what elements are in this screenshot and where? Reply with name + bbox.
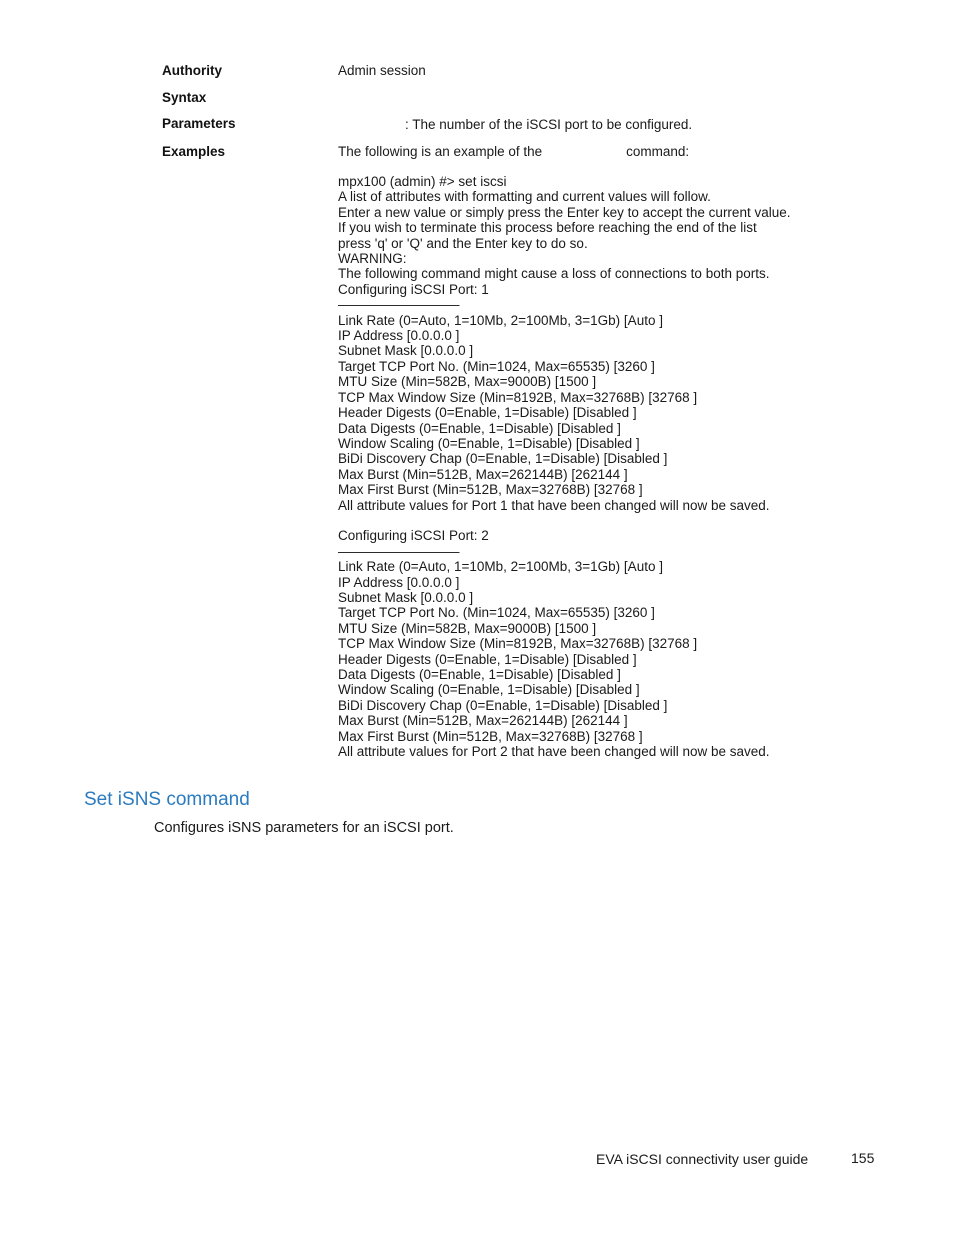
code-line: All attribute values for Port 2 that have been changed will now be saved. bbox=[338, 744, 770, 760]
code-example-block bbox=[338, 174, 790, 759]
parameters-label: Parameters bbox=[162, 116, 236, 131]
code-line: Max Burst (Min=512B, Max=262144B) [262144 ] bbox=[338, 466, 628, 482]
examples-text-before: The following is an example of the bbox=[338, 144, 543, 159]
code-line: IP Address [0.0.0.0 ] bbox=[338, 328, 460, 344]
section-description: Configures iSNS parameters for an iSCSI port. bbox=[154, 820, 454, 836]
syntax-label: Syntax bbox=[162, 90, 207, 105]
code-line: ————————— bbox=[338, 543, 460, 559]
code-line: A list of attributes with formatting and current values will follow. bbox=[338, 189, 711, 205]
authority-value: Admin session bbox=[338, 63, 426, 78]
code-line: WARNING: bbox=[338, 251, 407, 267]
code-line: ————————— bbox=[338, 297, 460, 313]
code-line: Configuring iSCSI Port: 2 bbox=[338, 528, 489, 544]
code-line: mpx100 (admin) #> set iscsi bbox=[338, 174, 507, 189]
code-line: Header Digests (0=Enable, 1=Disable) [Disabled ] bbox=[338, 651, 637, 667]
code-line: Target TCP Port No. (Min=1024, Max=65535) [3260 ] bbox=[338, 358, 655, 374]
code-line: Window Scaling (0=Enable, 1=Disable) [Disabled ] bbox=[338, 435, 640, 451]
code-line: Link Rate (0=Auto, 1=10Mb, 2=100Mb, 3=1Gb) [Auto ] bbox=[338, 312, 663, 328]
code-line: Subnet Mask [0.0.0.0 ] bbox=[338, 343, 474, 359]
code-line: Link Rate (0=Auto, 1=10Mb, 2=100Mb, 3=1Gb) [Auto ] bbox=[338, 559, 663, 575]
code-line: IP Address [0.0.0.0 ] bbox=[338, 574, 460, 590]
code-line bbox=[338, 513, 790, 528]
section-title: Set iSNS command bbox=[84, 789, 250, 810]
code-line: TCP Max Window Size (Min=8192B, Max=32768B) [32768 ] bbox=[338, 389, 698, 405]
authority-label: Authority bbox=[162, 63, 222, 78]
code-line: BiDi Discovery Chap (0=Enable, 1=Disable) [Disabled ] bbox=[338, 451, 668, 467]
code-line: Window Scaling (0=Enable, 1=Disable) [Disabled ] bbox=[338, 682, 640, 698]
code-line: Header Digests (0=Enable, 1=Disable) [Disabled ] bbox=[338, 405, 637, 421]
code-line: BiDi Discovery Chap (0=Enable, 1=Disable) [Disabled ] bbox=[338, 697, 668, 713]
code-line: Target TCP Port No. (Min=1024, Max=65535) [3260 ] bbox=[338, 605, 655, 621]
code-line: Data Digests (0=Enable, 1=Disable) [Disabled ] bbox=[338, 420, 621, 436]
code-line: Data Digests (0=Enable, 1=Disable) [Disabled ] bbox=[338, 667, 621, 682]
code-line: If you wish to terminate this process before reaching the end of the list bbox=[338, 220, 757, 236]
parameters-value: : The number of the iSCSI port to be configured. bbox=[405, 117, 693, 132]
code-line: TCP Max Window Size (Min=8192B, Max=32768B) [32768 ] bbox=[338, 636, 698, 652]
examples-text-after: command: bbox=[626, 144, 690, 159]
code-line: Max First Burst (Min=512B, Max=32768B) [32768 ] bbox=[338, 482, 643, 498]
page-number: 155 bbox=[851, 1150, 875, 1166]
code-line: Enter a new value or simply press the Enter key to accept the current value. bbox=[338, 204, 791, 220]
examples-value bbox=[338, 144, 689, 159]
code-line: MTU Size (Min=582B, Max=9000B) [1500 ] bbox=[338, 374, 597, 390]
footer-guide-title: EVA iSCSI connectivity user guide bbox=[596, 1151, 809, 1167]
code-line: press 'q' or 'Q' and the Enter key to do so. bbox=[338, 235, 588, 251]
code-line: Max Burst (Min=512B, Max=262144B) [262144 ] bbox=[338, 713, 628, 729]
code-line: MTU Size (Min=582B, Max=9000B) [1500 ] bbox=[338, 620, 597, 636]
code-line: Configuring iSCSI Port: 1 bbox=[338, 281, 489, 297]
code-line: Max First Burst (Min=512B, Max=32768B) [32768 ] bbox=[338, 728, 643, 744]
examples-label: Examples bbox=[162, 144, 226, 159]
code-line: Subnet Mask [0.0.0.0 ] bbox=[338, 589, 474, 605]
code-line: The following command might cause a loss of connections to both ports. bbox=[338, 266, 770, 282]
code-line: All attribute values for Port 1 that have been changed will now be saved. bbox=[338, 497, 770, 513]
